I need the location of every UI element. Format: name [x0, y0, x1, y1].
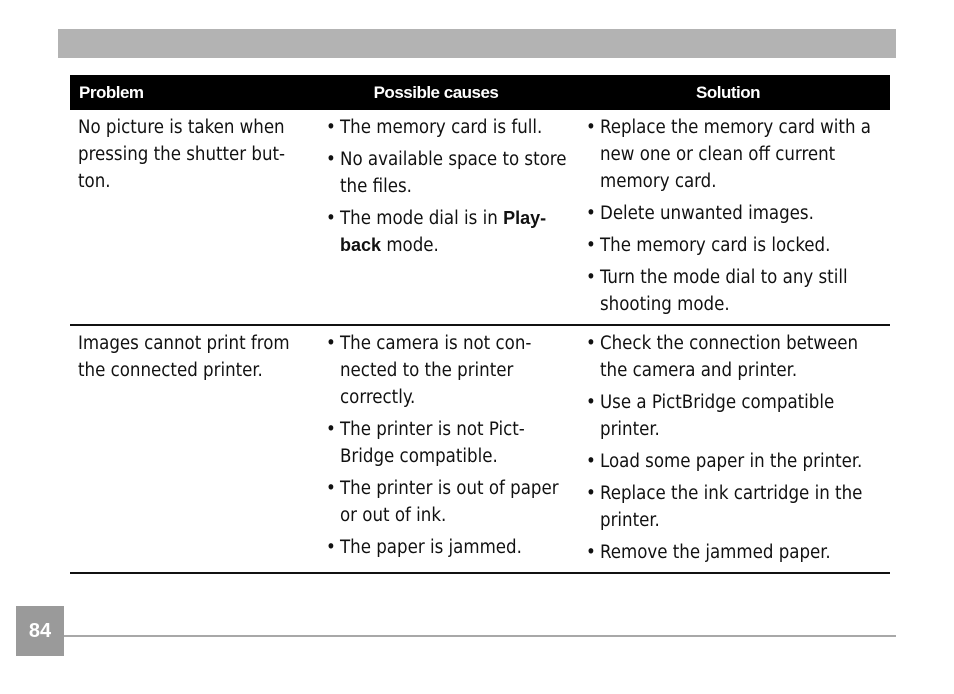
table-row	[70, 110, 890, 324]
header-bar	[58, 29, 896, 58]
header-problem: Problem	[79, 82, 144, 102]
problem-cell: No picture is taken when pressing the shutter but-ton.	[78, 117, 286, 192]
solution-item: • Use a PictBridge compatible printer.	[586, 389, 882, 443]
solution-item: • The memory card is locked.	[586, 232, 882, 259]
problem-cell: Images cannot print from the connected printer.	[78, 333, 290, 381]
cause-item	[326, 205, 578, 259]
solution-item: • Turn the mode dial to any still shooting mode.	[586, 264, 882, 318]
solution-item: • Delete unwanted images.	[586, 200, 882, 227]
solution-item: • Replace the ink cartridge in the printer.	[586, 480, 882, 534]
cause-item: • The camera is not con-nected to the printer correctly.	[326, 330, 578, 411]
footer-rule	[64, 635, 896, 637]
cause-text: The mode dial is in	[340, 208, 504, 229]
header-possible-causes: Possible causes	[373, 82, 499, 102]
solution-item: • Load some paper in the printer.	[586, 448, 882, 475]
cause-text: mode.	[381, 235, 439, 256]
solution-cell	[586, 326, 890, 572]
causes-cell	[326, 326, 586, 572]
cause-item: • The printer is out of paper or out of ink.	[326, 475, 578, 529]
header-solution: Solution	[696, 82, 760, 102]
table-header	[70, 75, 890, 110]
page-number: 84	[16, 606, 64, 656]
cause-item: • The memory card is full.	[326, 114, 578, 141]
solution-item: • Check the connection between the camera and printer.	[586, 330, 882, 384]
table-row	[70, 324, 890, 572]
solution-item: • Remove the jammed paper.	[586, 539, 882, 566]
cause-item: • The printer is not Pict-Bridge compatible.	[326, 416, 578, 470]
cause-item: • The paper is jammed.	[326, 534, 578, 561]
mode-name: Play-back	[340, 208, 547, 255]
solution-cell	[586, 110, 890, 324]
solution-item: • Replace the memory card with a new one or clean off current memory card.	[586, 114, 882, 195]
cause-item: • No available space to store the files.	[326, 146, 578, 200]
causes-cell	[326, 110, 586, 324]
troubleshooting-table	[70, 75, 890, 574]
